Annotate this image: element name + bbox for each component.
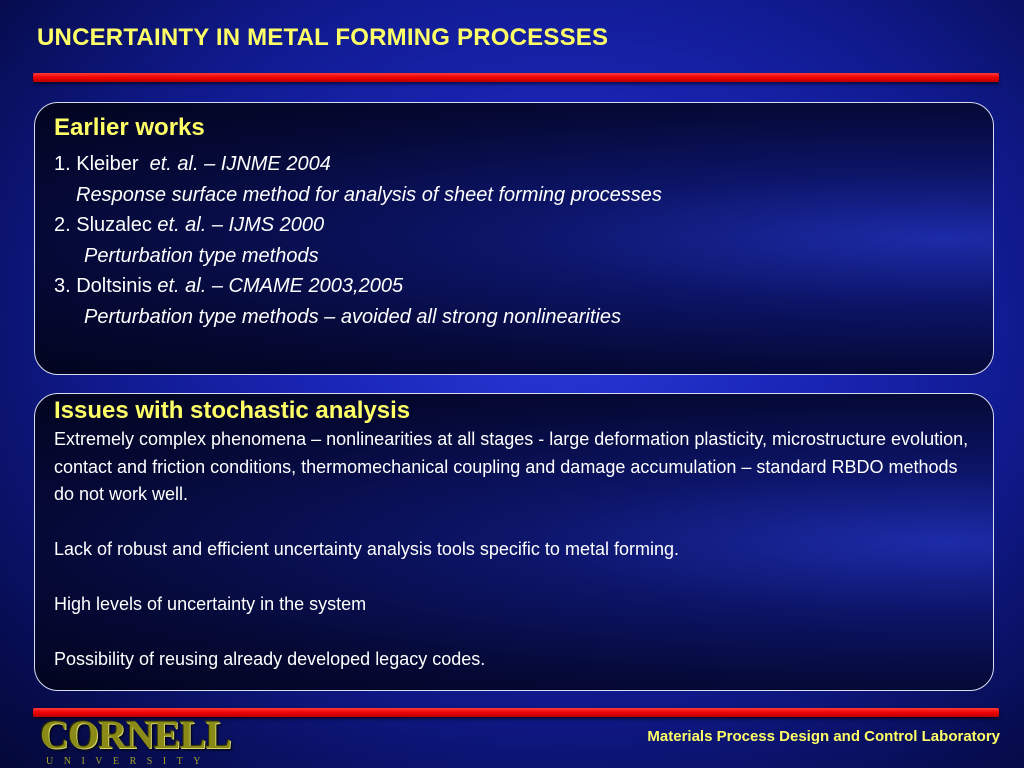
cornell-logo-subtitle: UNIVERSITY: [46, 756, 211, 767]
reference-1-citation: et. al. – IJNME 2004: [149, 153, 331, 175]
reference-2-topic: Perturbation type methods: [84, 244, 319, 267]
slide-title: UNCERTAINTY IN METAL FORMING PROCESSES: [37, 24, 609, 51]
top-red-divider: [33, 73, 999, 82]
cornell-logo-word: CORNELL: [40, 712, 231, 757]
reference-2-author: 2. Sluzalec: [54, 214, 158, 236]
issue-paragraph-tools: Lack of robust and efficient uncertainty analysis tools specific to metal forming.: [54, 539, 679, 559]
reference-1: [54, 149, 974, 180]
stochastic-issues-heading: Issues with stochastic analysis: [54, 397, 411, 424]
reference-3-citation: et. al. – CMAME 2003,2005: [157, 275, 404, 297]
reference-3: [54, 271, 974, 302]
reference-3-topic: Perturbation type methods – avoided all strong nonlinearities: [84, 305, 621, 328]
issue-paragraph-complexity: Extremely complex phenomena – nonlinearities at all stages - large deformation plasticity, microstructure evolution, contact and friction conditions, thermomechanical coupling and damage accumulation – standard RBDO methods do not work well.: [54, 429, 969, 504]
cornell-logo: [40, 714, 240, 768]
reference-1-author: 1. Kleiber: [54, 153, 150, 175]
reference-1-topic: Response surface method for analysis of sheet forming processes: [76, 183, 662, 206]
lab-name: Materials Process Design and Control Laboratory: [647, 728, 1000, 745]
earlier-works-heading: Earlier works: [54, 114, 205, 141]
earlier-works-panel: [34, 102, 994, 375]
reference-2-citation: et. al. – IJMS 2000: [157, 214, 325, 236]
issue-paragraph-legacy: Possibility of reusing already developed legacy codes.: [54, 649, 486, 669]
stochastic-issues-panel: [34, 393, 994, 691]
issue-paragraph-uncertainty: High levels of uncertainty in the system: [54, 594, 367, 614]
reference-2: [54, 210, 974, 241]
reference-3-author: 3. Doltsinis: [54, 275, 158, 297]
